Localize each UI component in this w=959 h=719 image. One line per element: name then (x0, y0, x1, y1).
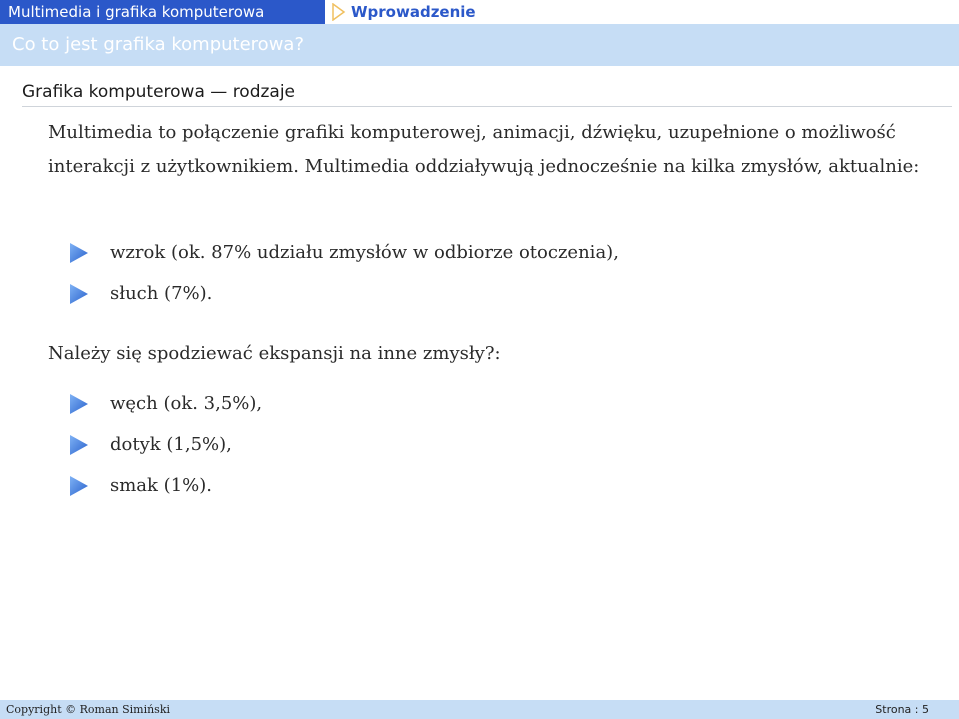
chevron-right-icon (329, 3, 347, 21)
slide-title-bar (0, 24, 959, 66)
list-item-text: smak (1%). (110, 475, 212, 496)
list-item-text: węch (ok. 3,5%), (110, 393, 263, 414)
intro-paragraph: Multimedia to połączenie grafiki komputerowej, animacji, dźwięku, uzupełnione o możliwość interakcji z użytkownikiem. Multimedia oddziaływują jednocześnie na kilka zmysłów, aktualnie: (48, 122, 920, 177)
top-navigation-bar (0, 0, 959, 24)
triangle-bullet-icon (68, 434, 90, 456)
section-divider (22, 106, 952, 107)
triangle-bullet-icon (68, 393, 90, 415)
list-item-text: słuch (7%). (110, 283, 213, 304)
list-item-text: dotyk (1,5%), (110, 434, 232, 455)
footer-bar (0, 700, 959, 719)
slide-title: Co to jest grafika komputerowa? (12, 34, 304, 55)
breadcrumb-section[interactable]: Wprowadzenie (351, 3, 476, 21)
page-number: Strona : 5 (875, 703, 929, 716)
copyright-text: Copyright © Roman Simiński (6, 703, 171, 716)
triangle-bullet-icon (68, 242, 90, 264)
triangle-bullet-icon (68, 283, 90, 305)
triangle-bullet-icon (68, 475, 90, 497)
section-heading: Grafika komputerowa — rodzaje (22, 82, 296, 102)
list-item-text: wzrok (ok. 87% udziału zmysłów w odbiorze otoczenia), (110, 242, 619, 263)
breadcrumb-course[interactable]: Multimedia i grafika komputerowa (0, 0, 325, 24)
expansion-paragraph: Należy się spodziewać ekspansji na inne zmysły?: (48, 343, 501, 364)
